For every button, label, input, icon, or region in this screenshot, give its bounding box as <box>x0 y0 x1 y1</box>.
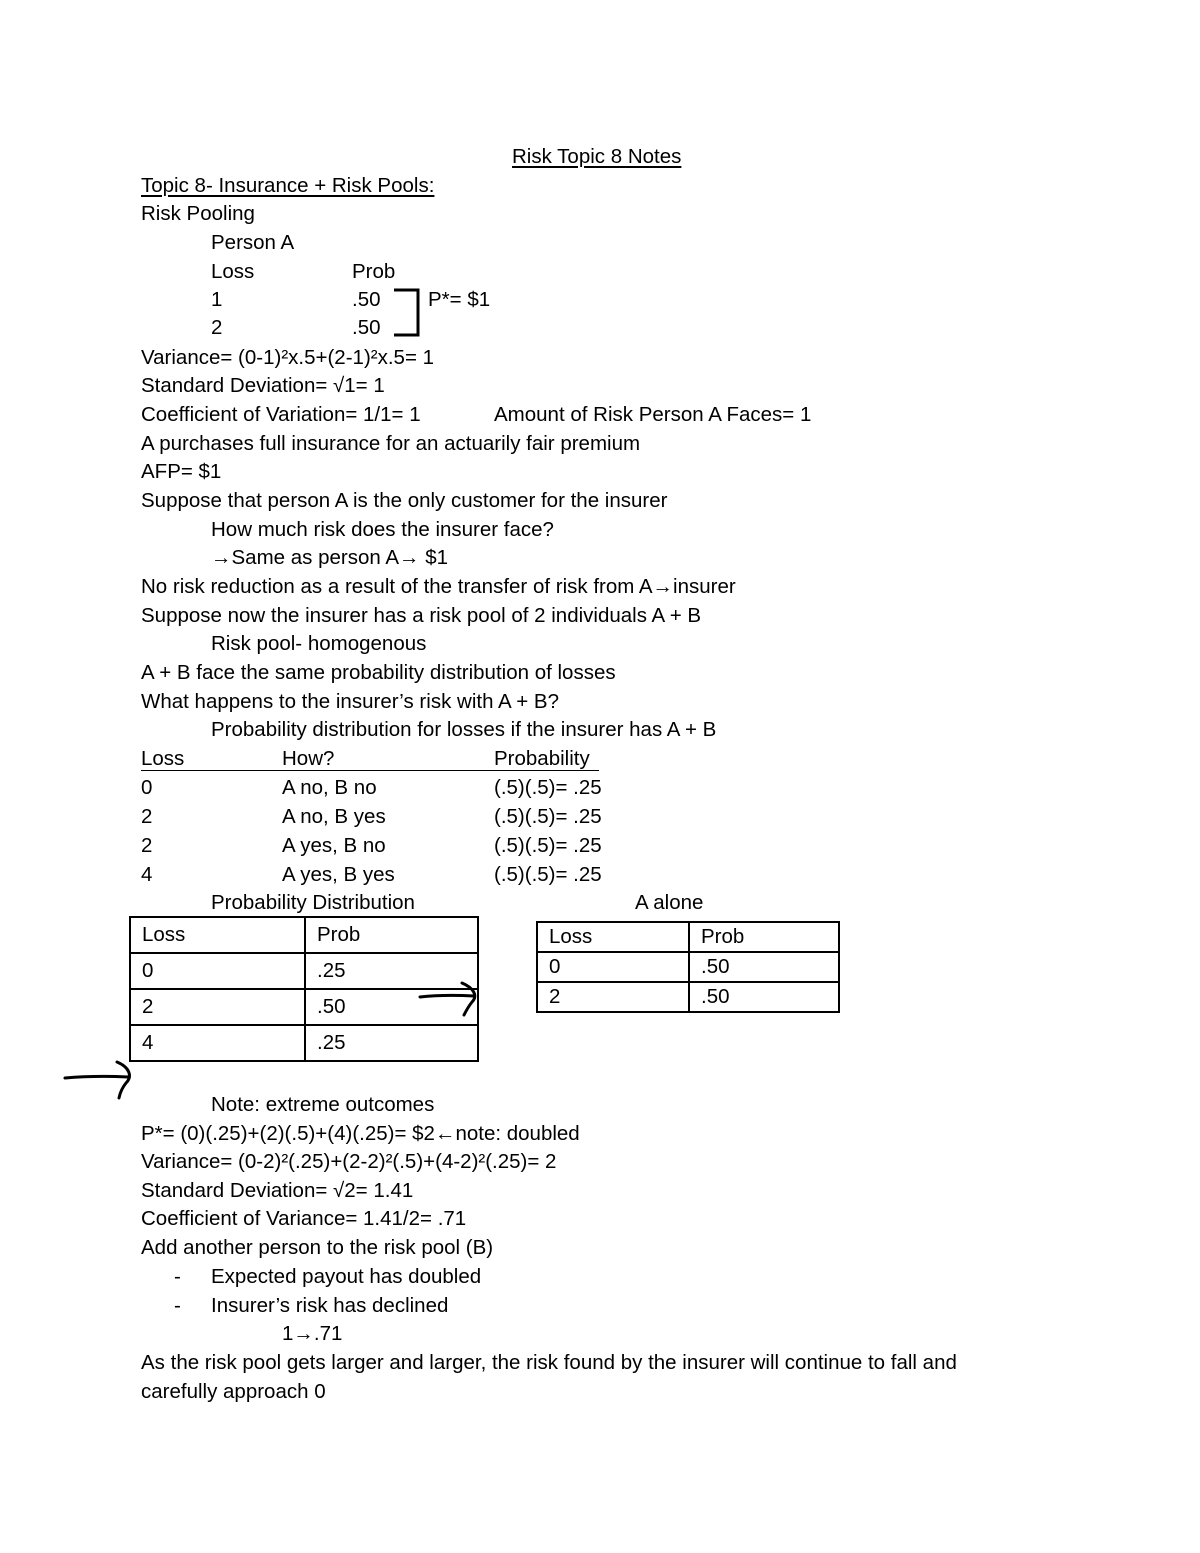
person-a-prob-header: Prob <box>352 260 396 283</box>
hand-drawn-arrow-icon <box>418 980 478 1018</box>
outcome-probability: (.5)(.5)= .25 <box>494 776 602 799</box>
amount-of-risk-line: Amount of Risk Person A Faces= 1 <box>494 403 812 426</box>
bullet-payout-doubled: Expected payout has doubled <box>211 1265 482 1288</box>
table-row <box>537 952 839 982</box>
p-star-line-2: P*= (0)(.25)+(2)(.5)+(4)(.25)= $2←note: doubled <box>141 1122 580 1145</box>
person-a-prob-2: .50 <box>352 316 381 339</box>
outcomes-header-how: How? <box>282 747 335 770</box>
suppose-pool-line: Suppose now the insurer has a risk pool of 2 individuals A + B <box>141 604 702 627</box>
add-person-line: Add another person to the risk pool (B) <box>141 1236 494 1259</box>
purchase-line: A purchases full insurance for an actuarily fair premium <box>141 432 641 455</box>
risk-pooling-heading: Risk Pooling <box>141 202 255 225</box>
outcome-how: A no, B yes <box>282 805 386 828</box>
outcome-probability: (.5)(.5)= .25 <box>494 805 602 828</box>
person-a-loss-header: Loss <box>211 260 255 283</box>
bullet-marker: - <box>174 1265 181 1288</box>
note-extreme-line: Note: extreme outcomes <box>211 1093 435 1116</box>
prob-dist-for-line: Probability distribution for losses if the insurer has A + B <box>211 718 717 741</box>
table-header-cell: Prob <box>689 922 839 952</box>
coefficient-line-2: Coefficient of Variance= 1.41/2= .71 <box>141 1207 467 1230</box>
person-a-prob-1: .50 <box>352 288 381 311</box>
conclusion-line-2: carefully approach 0 <box>141 1380 326 1403</box>
outcome-how: A no, B no <box>282 776 377 799</box>
outcome-probability: (.5)(.5)= .25 <box>494 834 602 857</box>
alone-distribution-table <box>536 921 840 1013</box>
table-row <box>130 917 478 953</box>
outcome-loss: 4 <box>141 863 153 886</box>
same-as-line: →Same as person A→ $1 <box>211 546 449 569</box>
hand-drawn-arrow-icon <box>63 1060 135 1102</box>
table-cell: .50 <box>689 982 839 1012</box>
outcomes-header-underline <box>141 770 599 771</box>
table-cell: 0 <box>130 953 305 989</box>
same-prob-line: A + B face the same probability distribution of losses <box>141 661 616 684</box>
table-header-cell: Loss <box>537 922 689 952</box>
std-dev-line-1: Standard Deviation= √1= 1 <box>141 374 385 397</box>
outcome-loss: 2 <box>141 834 153 857</box>
alone-table-caption: A alone <box>635 891 704 914</box>
std-dev-line-2: Standard Deviation= √2= 1.41 <box>141 1179 414 1202</box>
table-header-cell: Prob <box>305 917 478 953</box>
table-cell: .50 <box>689 952 839 982</box>
bullet-marker: - <box>174 1294 181 1317</box>
what-happens-line: What happens to the insurer’s risk with A + B? <box>141 690 560 713</box>
table-cell: 0 <box>537 952 689 982</box>
coefficient-line-1: Coefficient of Variation= 1/1= 1 <box>141 403 421 426</box>
suppose-only-line: Suppose that person A is the only customer for the insurer <box>141 489 668 512</box>
topic-heading: Topic 8- Insurance + Risk Pools: <box>141 174 435 197</box>
variance-line-1: Variance= (0-1)²x.5+(2-1)²x.5= 1 <box>141 346 435 369</box>
person-a-label: Person A <box>211 231 295 254</box>
risk-change-line: 1→.71 <box>282 1322 343 1345</box>
table-cell: .50 <box>305 989 478 1025</box>
table-cell: 2 <box>537 982 689 1012</box>
bracket-mark <box>392 288 422 338</box>
homogenous-line: Risk pool- homogenous <box>211 632 427 655</box>
afp-line: AFP= $1 <box>141 460 222 483</box>
outcomes-header-loss: Loss <box>141 747 185 770</box>
table-cell: .25 <box>305 1025 478 1061</box>
table-header-cell: Loss <box>130 917 305 953</box>
no-reduction-line: No risk reduction as a result of the transfer of risk from A→insurer <box>141 575 736 598</box>
outcome-loss: 2 <box>141 805 153 828</box>
table-cell: 2 <box>130 989 305 1025</box>
outcome-loss: 0 <box>141 776 153 799</box>
bullet-risk-declined: Insurer’s risk has declined <box>211 1294 449 1317</box>
variance-line-2: Variance= (0-2)²(.25)+(2-2)²(.5)+(4-2)²(.25)= 2 <box>141 1150 557 1173</box>
person-a-loss-1: 1 <box>211 288 223 311</box>
pool-table-caption: Probability Distribution <box>211 891 415 914</box>
table-row <box>130 1025 478 1061</box>
how-much-risk-line: How much risk does the insurer face? <box>211 518 554 541</box>
table-row <box>537 922 839 952</box>
outcome-probability: (.5)(.5)= .25 <box>494 863 602 886</box>
table-cell: .25 <box>305 953 478 989</box>
page-title: Risk Topic 8 Notes <box>512 145 682 168</box>
outcome-how: A yes, B yes <box>282 863 395 886</box>
outcomes-header-probability: Probability <box>494 747 590 770</box>
conclusion-line-1: As the risk pool gets larger and larger, the risk found by the insurer will continue to fall and <box>141 1351 957 1374</box>
person-a-loss-2: 2 <box>211 316 223 339</box>
outcome-how: A yes, B no <box>282 834 386 857</box>
table-cell: 4 <box>130 1025 305 1061</box>
p-star-annotation: P*= $1 <box>428 288 491 311</box>
table-row <box>537 982 839 1012</box>
